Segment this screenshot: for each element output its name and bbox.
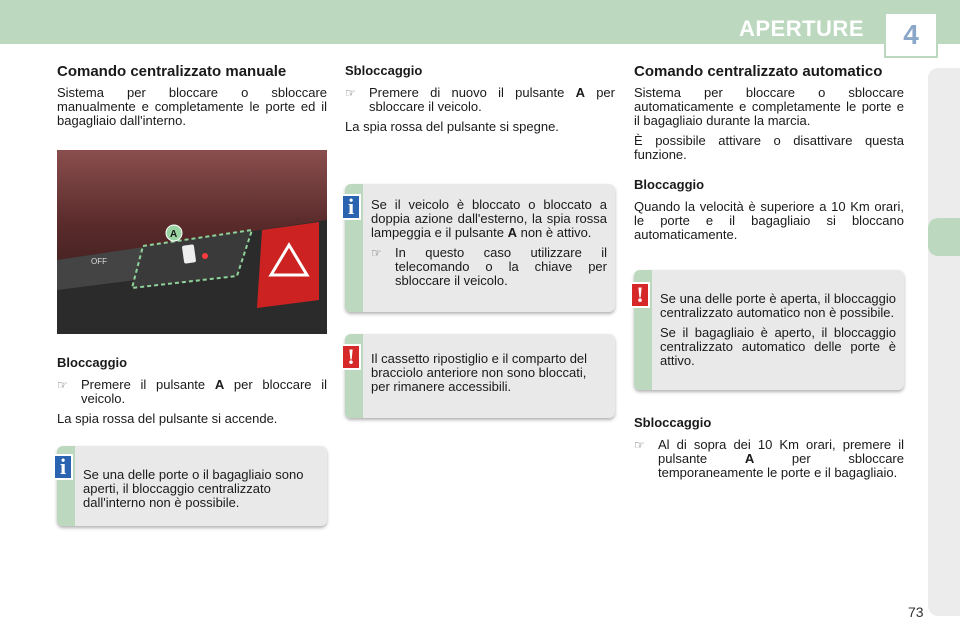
hand-pointer-icon: ☞ bbox=[371, 246, 382, 260]
warning-box-text: Il cassetto ripostiglio e il comparto del bracciolo anteriore non sono bloccati, per rimanere accessibili. bbox=[371, 351, 588, 394]
intro-text: Sistema per bloccare o sbloccare manualmente e completamente le porte ed il bagagliaio dall'interno. bbox=[57, 85, 327, 128]
auto-unlock-bullet bbox=[634, 438, 904, 480]
hand-pointer-icon: ☞ bbox=[57, 378, 68, 392]
warning-box-p1: Se una delle porte è aperta, il bloccaggio centralizzato automatico non è possibile. bbox=[660, 291, 896, 320]
lock-heading: Bloccaggio bbox=[57, 355, 128, 370]
page-number: 73 bbox=[908, 604, 924, 620]
section-heading: Comando centralizzato automatico bbox=[634, 63, 883, 80]
auto-intro: Sistema per bloccare o sbloccare automaticamente e completamente le porte e il bagagliaio durante la marcia. bbox=[634, 85, 904, 128]
lock-icon bbox=[182, 244, 196, 263]
info-icon: i bbox=[341, 194, 361, 220]
column-manual bbox=[57, 64, 327, 134]
column-unlock bbox=[345, 64, 615, 140]
auto-unlock-section bbox=[634, 416, 904, 486]
section-heading: Comando centralizzato manuale bbox=[57, 63, 287, 80]
unlock-heading: Sbloccaggio bbox=[345, 63, 423, 78]
side-tab-strip bbox=[928, 68, 960, 616]
info-box-text: Se una delle porte o il bagagliaio sono aperti, il bloccaggio centralizzato dall'interno non è possibile. bbox=[83, 467, 304, 510]
unlock-bullet-text: Premere di nuovo il pulsante A per sbloccare il veicolo. bbox=[369, 85, 615, 114]
auto-unlock-heading: Sbloccaggio bbox=[634, 415, 712, 430]
warning-box-auto bbox=[634, 270, 904, 390]
info-box-manual bbox=[57, 446, 327, 526]
unlock-bullet bbox=[345, 86, 615, 114]
callout-a-label: A bbox=[170, 229, 178, 240]
info-box-paragraph: Se il veicolo è bloccato o bloccato a doppia azione dall'esterno, la spia rossa lampeggia e il pulsante A non è attivo. bbox=[371, 197, 607, 240]
info-box-unlock bbox=[345, 184, 615, 312]
hand-pointer-icon: ☞ bbox=[345, 86, 356, 100]
column-automatic bbox=[634, 64, 904, 248]
lock-bullet-text: Premere il pulsante A per bloccare il veicolo. bbox=[81, 377, 327, 406]
dashboard-illustration bbox=[57, 150, 327, 334]
unlock-note: La spia rossa del pulsante si spegne. bbox=[345, 119, 559, 134]
page-title: APERTURE bbox=[738, 16, 864, 41]
manual-lock-section bbox=[57, 356, 327, 432]
auto-lock-heading: Bloccaggio bbox=[634, 177, 705, 192]
lock-bullet bbox=[57, 378, 327, 406]
warning-box-p2: Se il bagagliaio è aperto, il bloccaggio centralizzato automatico delle porte è attivo. bbox=[660, 325, 896, 368]
chapter-number: 4 bbox=[884, 12, 938, 58]
info-box-bullet: ☞ In questo caso utilizzare il telecomando o la chiave per sbloccare il veicolo. bbox=[371, 245, 607, 288]
off-label: OFF bbox=[91, 257, 107, 266]
info-icon: i bbox=[53, 454, 73, 480]
auto-unlock-bullet-text: Al di sopra dei 10 Km orari, premere il pulsante A per sbloccare temporaneamente le porte e il bagagliaio. bbox=[658, 437, 904, 480]
hand-pointer-icon: ☞ bbox=[634, 438, 645, 452]
auto-lock-text: Quando la velocità è superiore a 10 Km orari, le porte e il bagagliaio si bloccano automaticamente. bbox=[634, 199, 904, 242]
warning-icon: ! bbox=[341, 344, 361, 370]
dashboard-photo bbox=[57, 150, 327, 334]
warning-icon: ! bbox=[630, 282, 650, 308]
warning-box-storage bbox=[345, 334, 615, 418]
side-tab-active[interactable] bbox=[928, 218, 960, 256]
lock-note: La spia rossa del pulsante si accende. bbox=[57, 411, 278, 426]
auto-activation: È possibile attivare o disattivare questa funzione. bbox=[634, 133, 904, 162]
